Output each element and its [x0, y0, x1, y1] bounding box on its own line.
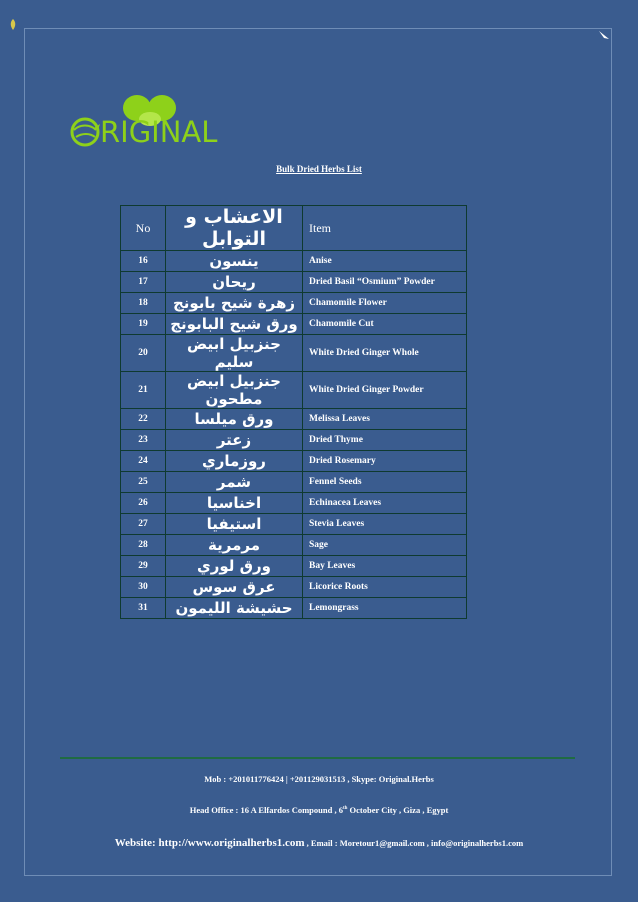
head-office-line	[0, 805, 638, 815]
table-row	[121, 430, 467, 451]
row-arabic-name: مرمرية	[166, 535, 303, 556]
row-arabic-name: ينسون	[166, 251, 303, 272]
row-number: 29	[121, 556, 166, 577]
office-ordinal: th	[342, 806, 348, 812]
row-item-name: Dried Basil “Osmium” Powder	[303, 272, 467, 293]
logo-wordmark: RIGINAL	[100, 115, 218, 149]
row-arabic-name: روزماري	[166, 451, 303, 472]
table-row	[121, 577, 467, 598]
row-number: 19	[121, 314, 166, 335]
document-title: Bulk Dried Herbs List	[276, 164, 362, 174]
row-item-name: Chamomile Flower	[303, 293, 467, 314]
row-number: 26	[121, 493, 166, 514]
website-link[interactable]: Website: http://www.originalherbs1.com	[114, 837, 305, 849]
row-arabic-name: عرق سوس	[166, 577, 303, 598]
row-arabic-name: ورق ميلسا	[166, 409, 303, 430]
row-arabic-name: شمر	[166, 472, 303, 493]
row-arabic-name: اخناسيا	[166, 493, 303, 514]
header-no: No	[121, 206, 166, 251]
row-item-name: Dried Rosemary	[303, 451, 467, 472]
table-row	[121, 272, 467, 293]
row-item-name: White Dried Ginger Whole	[303, 335, 467, 372]
table-row	[121, 409, 467, 430]
row-item-name: Lemongrass	[303, 598, 467, 619]
table-row	[121, 514, 467, 535]
table-row	[121, 472, 467, 493]
row-number: 30	[121, 577, 166, 598]
row-item-name: Bay Leaves	[303, 556, 467, 577]
row-number: 23	[121, 430, 166, 451]
table-row	[121, 535, 467, 556]
row-number: 27	[121, 514, 166, 535]
row-arabic-name: جنزبيل ابيض مطحون	[166, 372, 303, 409]
contact-phone-line: Mob : +201011776424 | +201129031513 , Skype: Original.Herbs	[204, 774, 434, 784]
table-row	[121, 598, 467, 619]
row-arabic-name: حشيشة الليمون	[166, 598, 303, 619]
table-row	[121, 493, 467, 514]
header-item: Item	[303, 206, 467, 251]
office-text-a: Head Office : 16 A Elfardos Compound , 6	[189, 805, 343, 815]
row-item-name: Anise	[303, 251, 467, 272]
table-row	[121, 293, 467, 314]
row-arabic-name: ريحان	[166, 272, 303, 293]
row-item-name: Chamomile Cut	[303, 314, 467, 335]
row-item-name: Stevia Leaves	[303, 514, 467, 535]
row-number: 16	[121, 251, 166, 272]
row-item-name: Dried Thyme	[303, 430, 467, 451]
row-number: 22	[121, 409, 166, 430]
row-number: 21	[121, 372, 166, 409]
row-arabic-name: جنزبيل ابيض سليم	[166, 335, 303, 372]
row-number: 31	[121, 598, 166, 619]
row-number: 28	[121, 535, 166, 556]
website-line	[0, 837, 638, 849]
row-item-name: Licorice Roots	[303, 577, 467, 598]
row-arabic-name: ورق لوري	[166, 556, 303, 577]
row-number: 20	[121, 335, 166, 372]
table-row	[121, 251, 467, 272]
row-number: 25	[121, 472, 166, 493]
row-arabic-name: ورق شيح البابونج	[166, 314, 303, 335]
row-number: 18	[121, 293, 166, 314]
table-row	[121, 372, 467, 409]
office-text-b: October City , Giza , Egypt	[347, 805, 449, 815]
row-arabic-name: زعتر	[166, 430, 303, 451]
row-item-name: Sage	[303, 535, 467, 556]
table-row	[121, 451, 467, 472]
row-item-name: Echinacea Leaves	[303, 493, 467, 514]
corner-ornament-icon	[8, 18, 18, 32]
row-number: 17	[121, 272, 166, 293]
footer-divider	[60, 757, 575, 759]
row-arabic-name: استيفيا	[166, 514, 303, 535]
email-text: , Email : Moretour1@gmail.com , info@originalherbs1.com	[304, 838, 524, 848]
row-number: 24	[121, 451, 166, 472]
table-header-row	[121, 206, 467, 251]
table-row	[121, 556, 467, 577]
herbs-table	[120, 205, 467, 619]
row-item-name: Fennel Seeds	[303, 472, 467, 493]
corner-fold-icon	[598, 30, 610, 40]
table-row	[121, 335, 467, 372]
row-item-name: White Dried Ginger Powder	[303, 372, 467, 409]
header-arabic: الاعشاب و التوابل	[166, 206, 303, 251]
row-item-name: Melissa Leaves	[303, 409, 467, 430]
table-row	[121, 314, 467, 335]
row-arabic-name: زهرة شيح بابونج	[166, 293, 303, 314]
